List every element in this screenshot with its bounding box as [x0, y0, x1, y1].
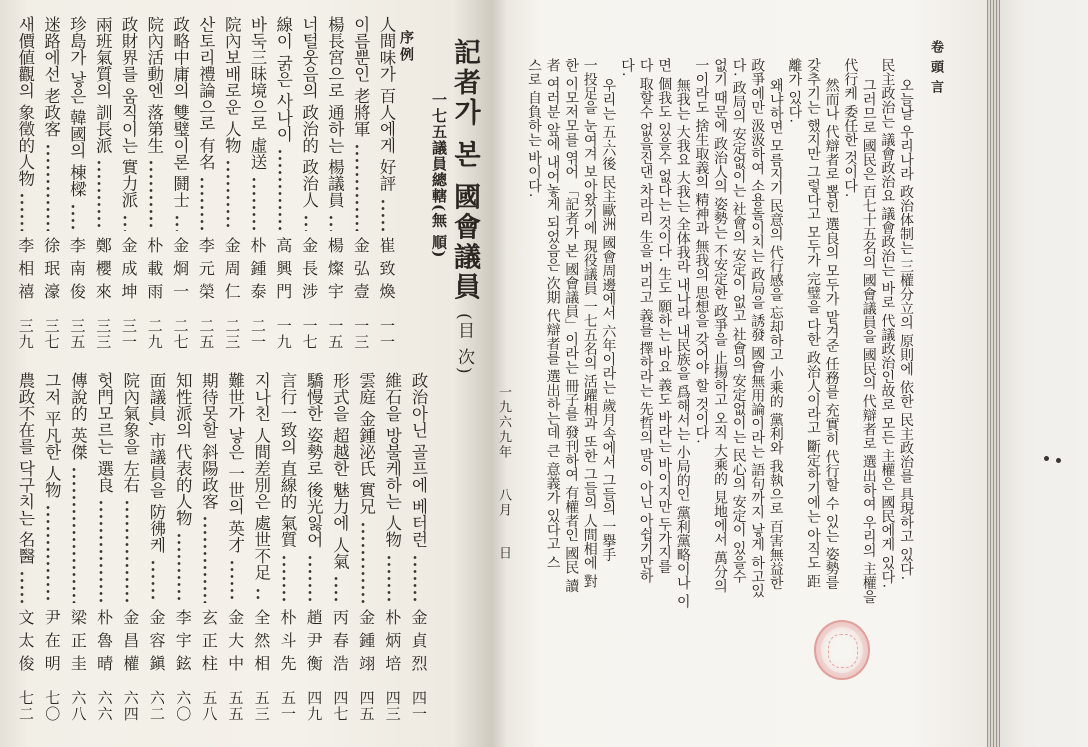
toc-entry [142, 372, 164, 722]
leader-dots [346, 143, 368, 231]
toc-entry-member: 金鍾翊 [356, 609, 376, 678]
leader-dots [88, 159, 110, 231]
toc-entry [166, 16, 188, 350]
preface-date: 一九六九年 八月 日 [496, 385, 511, 562]
toc-entry-page: 一七 [300, 318, 319, 350]
toc-entry-title: 이름뿐인 老將軍 [351, 16, 371, 137]
leader-dots [325, 575, 347, 603]
toc-entry-member: 朴載雨 [144, 237, 164, 306]
ink-spot [1056, 458, 1061, 463]
toc-entry-member: 金周仁 [222, 237, 242, 306]
toc-entry-page: 五五 [226, 690, 245, 722]
toc-entry [62, 16, 87, 350]
toc-entry-member: 崔致煥 [377, 237, 396, 306]
preface-line: 離가 있다. [786, 58, 803, 123]
toc-entry [194, 372, 219, 722]
toc-entry-member: 楊燦宇 [325, 237, 345, 306]
toc-entry-member: 金長涉 [299, 237, 319, 306]
toc-entry [221, 372, 243, 722]
toc-entry-page: 七〇 [43, 690, 62, 722]
leader-dots [37, 143, 59, 231]
toc-entry-page: 六〇 [174, 690, 193, 722]
contents-title [448, 38, 478, 375]
toc-entry-page: 二五 [197, 318, 216, 350]
preface-line: 無我는 大我요 大我는 全体我라 내나라 내民族을 爲해서는 小局的인 黨利黨略이나 이 [674, 78, 691, 609]
toc-entry-page: 四九 [305, 690, 324, 722]
toc-entry [269, 16, 291, 350]
toc-entry-page: 二三 [223, 318, 242, 350]
toc-entry-member: 金昌權 [120, 609, 140, 678]
underlying-page [1000, 0, 1088, 747]
toc-entry [37, 372, 62, 722]
leader-dots [320, 214, 342, 231]
toc-entry-member: 朴鍾泰 [248, 237, 267, 306]
toc-entry-page: 四一 [410, 690, 428, 722]
toc-entry-title: 산토리禮論으로 有名 [196, 16, 216, 170]
leader-dots [62, 203, 84, 231]
toc-entry [372, 16, 394, 350]
toc-entry-member: 李相禧 [15, 237, 35, 306]
leader-dots [166, 214, 188, 231]
leader-dots [11, 570, 33, 603]
toc-entry [352, 372, 374, 722]
preface-line: 者 여러분 앞에 내어놓게 되었음은 次期 代辯者를 選出하는데 큰 意義가 있다고 스 [544, 58, 561, 569]
preface-line: 一이라도 捨生取義의 精神과 無我의 思想을 갖어야 할 것이다. [693, 58, 710, 444]
toc-entry-title: 知性派의 代表的人物 [173, 372, 193, 526]
toc-entry-title: 楊長宮으로 通하는 楊議員 [325, 16, 345, 208]
preface-label: 序例 [398, 30, 414, 64]
toc-entry [114, 16, 136, 350]
preface-line: 民主政治는 議會政治요 議會政治는 바로 代議政治인故로 모든 主權은 國民에게 있다. [879, 58, 896, 589]
toc-entry-member: 朴魯晴 [94, 609, 114, 678]
preface-line: 없기 때문에 政治人의 姿勢는 不安定한 政爭을 止揚하고 오직 大乘的 見地에서 萬分의 [712, 58, 728, 593]
toc-entry-page: 四三 [383, 690, 402, 722]
toc-entry-member: 鄭櫻來 [93, 237, 113, 306]
toc-entry-title: 言行一致의 直線的 氣質 [278, 372, 297, 548]
toc-entry-title: 院內活動엔 落第生 [144, 16, 164, 154]
toc-entry-member: 梁正圭 [68, 609, 88, 678]
leader-dots [299, 554, 321, 604]
preface-line: 다 取할수 없을진댄 차라리 生을 버리고 義를 擇하라는 先哲의 말이 아닌 아쉽기만하 [637, 58, 654, 583]
toc-entry-member: 尹在明 [42, 609, 62, 678]
leader-dots [114, 214, 136, 231]
leader-dots [191, 176, 213, 231]
toc-entry [11, 16, 33, 350]
leader-dots [142, 559, 164, 603]
toc-entry-page: 一五 [326, 318, 345, 350]
toc-entry-title: 院內氣象을 左右 [120, 372, 140, 493]
toc-entry-title: 政略中庸의 雙璧이론 鬪士 [170, 16, 190, 208]
toc-entry-member: 徐珉濠 [41, 237, 61, 306]
toc-entry [295, 16, 317, 350]
toc-entry-title: 그저 平凡한 人物 [42, 372, 62, 498]
toc-entry [168, 372, 193, 722]
toc-entry-member: 玄正柱 [199, 609, 219, 678]
toc-entry [116, 372, 138, 722]
toc-entry [320, 16, 345, 350]
toc-entry-page: 五三 [252, 690, 271, 722]
preface-line: 다. [619, 58, 635, 77]
toc-entry-title: 迷路에선 老政客 [41, 16, 61, 137]
toc-entry-page: 一一 [378, 318, 396, 350]
preface-line: 代行케 委任한 것이다. [842, 58, 859, 198]
toc-entry [63, 372, 88, 722]
toc-entry-title: 새價値觀의 象徵的人物 [15, 16, 35, 187]
toc-entry-title: 院內보배로운 人物 [222, 16, 242, 154]
toc-entry-member: 全然相 [251, 609, 271, 678]
preface-line: 다. 政局의 安定없이는 社會의 安定이 없고 社會의 安定없이는 民心의 安定이 있을수 [730, 58, 747, 583]
toc-entry-title: 政財界를 움직이는 實力派 [119, 16, 138, 208]
toc-entry-page: 五一 [279, 690, 297, 722]
leader-dots [372, 198, 394, 232]
toc-entry [346, 16, 371, 350]
leader-dots [243, 176, 265, 231]
toc-entry-page: 五八 [200, 690, 219, 722]
toc-entry-title: 驕慢한 姿勢로 後光잃어 [304, 372, 324, 548]
toc-entry-title: 지나친 人間差別은 處世不足 [251, 372, 271, 581]
leader-dots [116, 499, 138, 603]
red-seal-stamp [814, 620, 870, 680]
preface-line: 一投足을 눈여겨 보아왔기에 現役議員 一七五名의 活躍相과 또한 그들의 人間相에 對 [581, 58, 598, 589]
contents-subtitle: 一七五議員總轄(無 順) [430, 92, 448, 259]
title-note: (目 次) [454, 312, 474, 376]
toc-entry-page: 六二 [148, 690, 166, 722]
toc-entry [299, 372, 324, 722]
leader-dots [140, 159, 162, 231]
toc-entry-page: 四七 [331, 690, 350, 722]
toc-entry-page: 四五 [357, 690, 376, 722]
toc-entry-member: 高興門 [273, 237, 293, 306]
preface-line: 우리는 五·六後 民主歐洲 國會周邊에서 六年이라는 歲月속에서 그들의 一擧手 [600, 78, 617, 562]
toc-entry-page: 六四 [121, 690, 140, 722]
toc-entry-member: 丙春浩 [330, 609, 350, 678]
toc-entry-title: 形式을 超越한 魅力에 人氣 [330, 372, 350, 570]
toc-entry-page: 二九 [145, 318, 164, 350]
preface-line: 然而나 代辯者로 뽑힌 選良의 모두가 맡겨준 任務를 充實히 代行할 수 있는 姿勢를 [823, 78, 840, 589]
preface-line: 그러므로 國民은 百七十五名의 國會議員을 國民의 代辯者로 選出하여 우리의 主權을 [860, 78, 877, 604]
toc-entry-member: 李宇鉉 [173, 609, 193, 678]
toc-entry-page: 三五 [68, 318, 87, 350]
book-title: 記者가 본 國會議員 [449, 38, 480, 303]
toc-entry-title: 傳說的 英傑 [68, 372, 88, 460]
toc-entry-title: 線이 굵은 사나이 [273, 16, 293, 142]
leader-dots [273, 554, 295, 604]
preface-line: 한 이모저모를 엮어 「記者가 본 國會議員」이라는 冊子를 發刊하여 有權者인 國民 讀 [563, 58, 580, 593]
toc-entry [247, 372, 269, 722]
toc-entry-title: 헛門모르는 選良 [94, 372, 114, 493]
leader-dots [247, 587, 269, 604]
toc-entry [11, 372, 33, 722]
preface-line: 오늘날 우리나라 政治体制는 三權分立의 原則에 依한 民主政治를 具現하고 있다. [898, 78, 914, 581]
page-stack-edge [987, 0, 1000, 747]
toc-entry-member: 文太俊 [16, 609, 35, 678]
toc-entry-page: 三一 [120, 318, 138, 350]
leader-dots [269, 148, 291, 231]
toc-entry-member: 金貞烈 [409, 609, 428, 678]
toc-entry-page: 一九 [274, 318, 293, 350]
toc-entry-member: 趙尹衡 [304, 609, 324, 678]
toc-entry-title: 너털웃음의 政治的 政治人 [299, 16, 319, 208]
leader-dots [11, 192, 33, 231]
toc-entry-page: 三三 [94, 318, 113, 350]
toc-entry-title: 面議員, 市議員을 防彿케 [147, 372, 166, 553]
toc-entry-member: 李南俊 [67, 237, 87, 306]
leader-dots [37, 504, 59, 603]
leader-dots [168, 532, 190, 603]
preface-line: 갖추기는 했지만 그렇다고 모두가 完璧을 다한 政治人이라고 斷定하기에는 아직도 距 [805, 58, 821, 589]
left-page-contents [0, 0, 492, 747]
leader-dots [221, 559, 243, 603]
toc-entry-page: 七二 [17, 690, 35, 722]
toc-entry-member: 金成坤 [119, 237, 138, 306]
toc-entry [217, 16, 242, 350]
toc-entry-title: 農政不在를 닥구치는 名醫 [16, 372, 35, 564]
leader-dots [90, 499, 112, 603]
toc-entry-title: 政治아닌 골프에 베터런 [409, 372, 428, 548]
preface-line: 스로 自負하는 바이다. [526, 58, 542, 198]
toc-entry-member: 金烱一 [170, 237, 190, 306]
preface-line: 政爭에만 汲汲하여 소용돌이치는 政局을 誘發 國會無用論이라는 語句까지 낳게 하고있 [749, 58, 766, 598]
toc-entry [404, 372, 426, 722]
toc-entry [37, 16, 59, 350]
toc-entry-title: 바둑三昧境으로 虛送 [248, 16, 267, 170]
preface-line: 면 個我도 있을수 없다는 것이다. 生도 願하는 바요 義도 바라는 바이지만 두가지를 [656, 58, 673, 574]
toc-entry [325, 372, 350, 722]
leader-dots [194, 515, 216, 603]
toc-entry-page: 一三 [352, 318, 371, 350]
toc-entry-page: 二七 [171, 318, 190, 350]
toc-entry-page: 三七 [42, 318, 61, 350]
toc-entry-title: 難世가 낳은 一世의 英才 [225, 372, 245, 553]
leader-dots [352, 521, 374, 604]
toc-entry [243, 16, 265, 350]
toc-entry-page: 二一 [249, 318, 267, 350]
toc-entry [140, 16, 162, 350]
leader-dots [378, 554, 400, 604]
toc-entry-member: 金大中 [225, 609, 245, 678]
leader-dots [404, 554, 426, 604]
toc-entry [191, 16, 216, 350]
ink-spot [1044, 456, 1049, 461]
toc-entry-member: 李元榮 [196, 237, 216, 306]
toc-entry-title: 期待못할 斜陽政客 [199, 372, 219, 510]
leader-dots [217, 159, 239, 231]
toc-entry-member: 金弘壹 [351, 237, 371, 306]
toc-entry [378, 372, 400, 722]
toc-entry [90, 372, 112, 722]
leader-dots [295, 214, 317, 231]
toc-entry-member: 朴斗先 [278, 609, 297, 678]
toc-entry-title: 人間味가 百人에게 好評 [377, 16, 396, 192]
toc-entry-title: 雲庭 金鍾泌氏 實兄 [356, 372, 376, 515]
toc-entry-member: 金容鎭 [147, 609, 166, 678]
toc-entry-title: 兩班氣質의 訓長派 [93, 16, 113, 154]
leader-dots [63, 466, 85, 603]
toc-entry-title: 維石을 방불케하는 人物 [382, 372, 402, 548]
preface-line: 왜냐하면 모름지기 民意의 代行感을 忘却하고 小乘的 黨利와 我執으로 百害無益한 [767, 78, 784, 590]
toc-entry [88, 16, 113, 350]
seal-inner-ring [828, 634, 858, 668]
toc-entry-page: 六六 [95, 690, 114, 722]
toc-entry [273, 372, 295, 722]
toc-entry-title: 珍島가 낳은 韓國의 棟樑 [67, 16, 87, 197]
toc-entry-page: 六八 [69, 690, 88, 722]
preface-heading: 卷頭言 [928, 40, 943, 100]
toc-entry-page: 三九 [16, 318, 35, 350]
toc-entry-member: 朴炳培 [382, 609, 402, 678]
right-page-preface [492, 0, 987, 747]
